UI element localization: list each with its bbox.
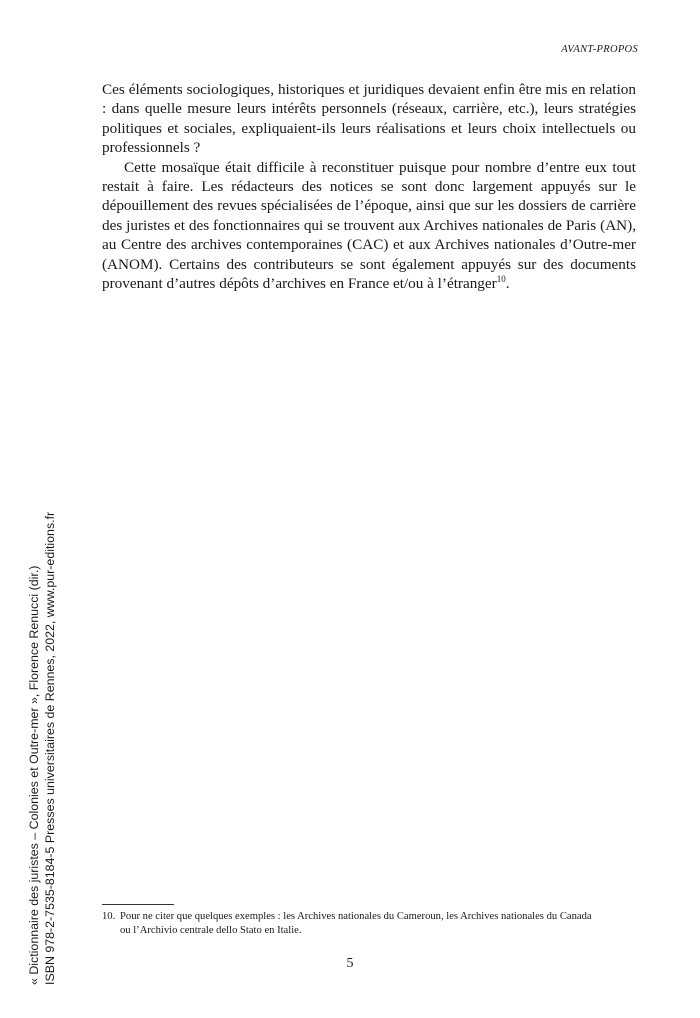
footnote-divider: [102, 904, 174, 905]
side-credit: [26, 465, 58, 985]
paragraph: Ces éléments sociologiques, historiques et juridiques devaient enfin être mis en relation : dans quelle mesure leurs intérêts personnels (réseaux, carrière, etc.), leurs stratégies politiques et sociales, expliquaient-ils leurs réalisations et leurs choix intellectuels ou professionnels ?: [102, 81, 636, 157]
running-head: AVANT-PROPOS: [561, 44, 638, 55]
footnote: [102, 910, 638, 938]
footnote-number: 10.: [102, 911, 116, 922]
body-text: [102, 80, 636, 293]
paragraph: Cette mosaïque était difficile à reconstituer puisque pour nombre d’entre eux tout restait à faire. Les rédacteurs des notices se sont donc largement appuyés sur le dépouillement des revues spécialisées de l’époque, ainsi que sur les dossiers de carrière des juristes et des fonctionnaires qui se trouvent aux Archives nationales de Paris (AN), au Centre des archives contemporaines (CAC) et aux Archives nationales d’Outre-mer (ANOM). Certains des contributeurs se sont également appuyés sur des documents provenant d’autres dépôts d’archives en France et/ou à l’étranger$^{10}$.: [102, 158, 636, 293]
footnote-text-line-2: ou l’Archivio centrale dello Stato en Italie.: [120, 925, 302, 936]
side-credit-isbn: ISBN 978-2-7535-8184-5 Presses universitaires de Rennes, 2022, www.pur-editions.fr: [43, 511, 57, 985]
footnote-reference: 10: [496, 274, 506, 285]
paragraph-text: Cette mosaïque était difficile à reconstituer puisque pour nombre d’entre eux tout restait à faire. Les rédacteurs des notices se sont donc largement appuyés sur le dépouillement des revues spécialisées de l’époque, ainsi que sur les dossiers de carrière des juristes et des fonctionnaires qui se trouvent aux Archives nationales de Paris (AN), au Centre des archives contemporaines (CAC) et aux Archives nationales d’Outre-mer (ANOM). Certains des contributeurs se sont également appuyés sur des documents provenant d’autres dépôts d’archives en France et/ou à l’étranger: [102, 158, 636, 293]
side-credit-title: « Dictionnaire des juristes – Colonies et Outre-mer », Florence Renucci (dir.): [27, 565, 41, 985]
footnote-text-line-1: Pour ne citer que quelques exemples : les Archives nationales du Cameroun, les Archives nationales du Canada: [120, 911, 592, 922]
page-number: 5: [346, 956, 354, 971]
